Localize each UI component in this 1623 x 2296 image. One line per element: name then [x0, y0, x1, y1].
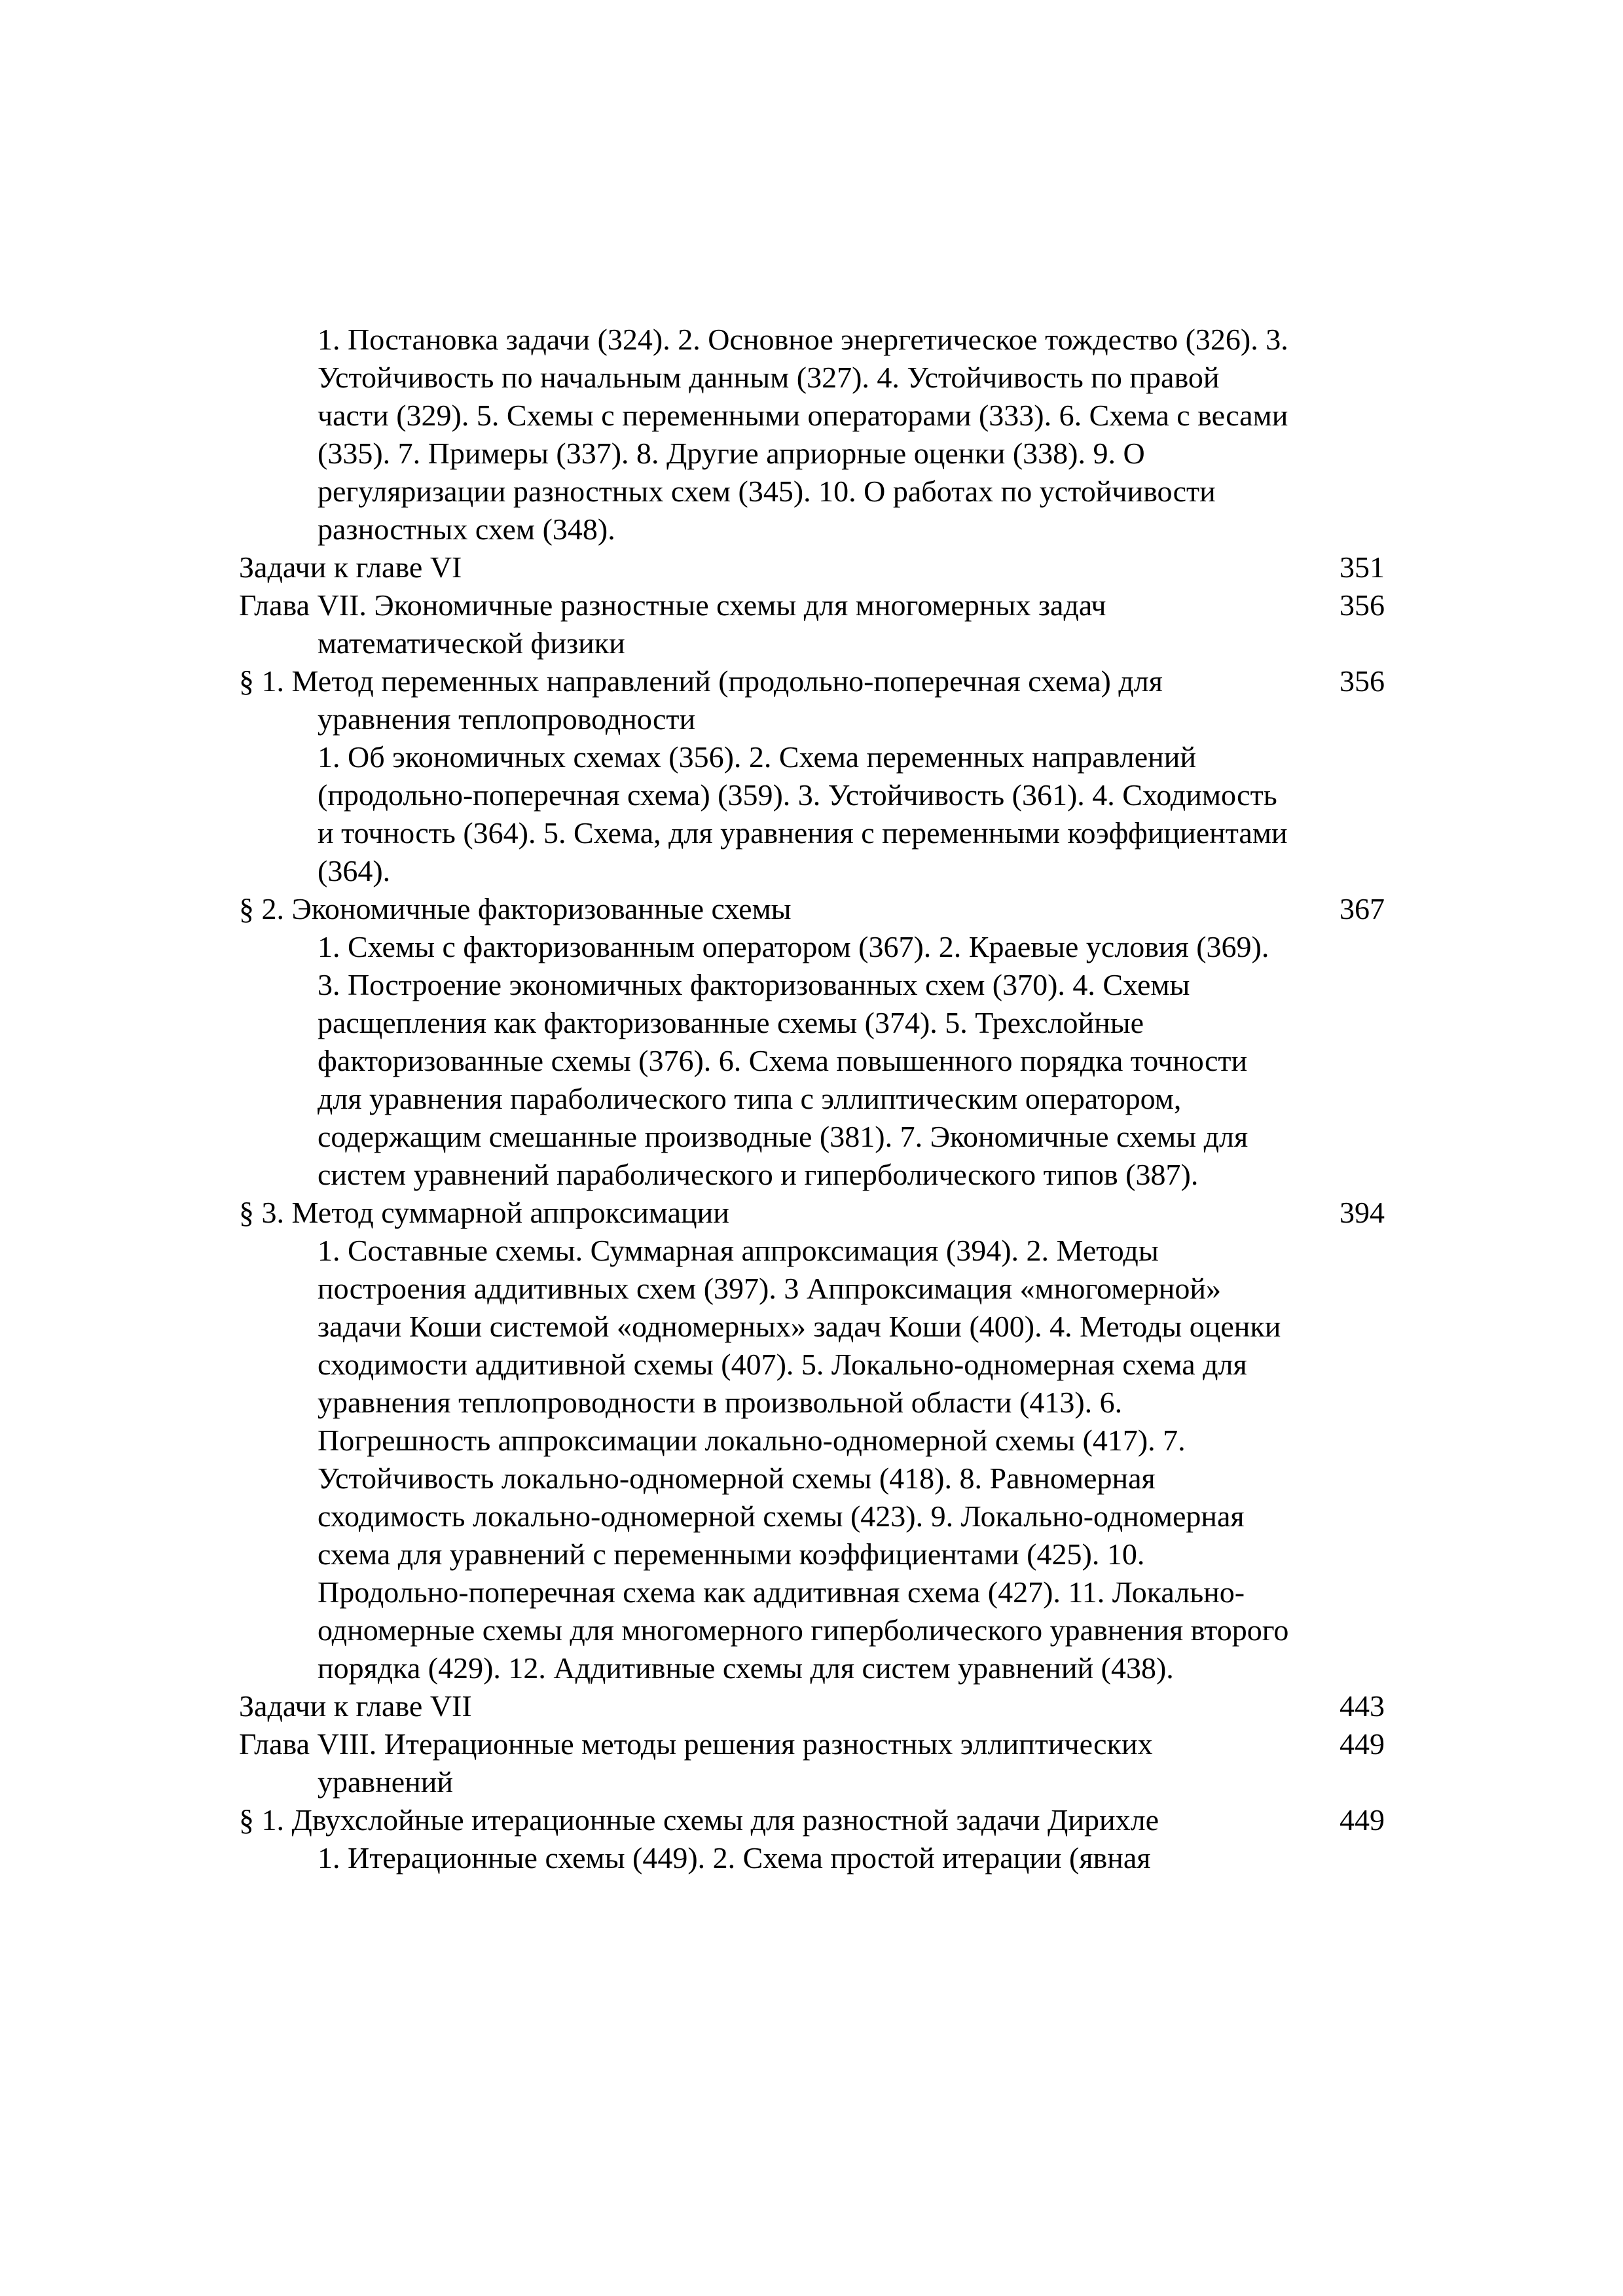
- subsection-list: 1. Итерационные схемы (449). 2. Схема простой итерации (явная: [318, 1841, 1151, 1874]
- subsection-list: 1. Составные схемы. Суммарная аппроксимация (394). 2. Методы построения аддитивных схем (397). 3 Аппроксимация «многомерной» задачи Коши системой «одномерных» задач Коши (400). 4. Методы оценки сходимости аддитивной схемы (407). 5. Локально-одномерная схема для уравнения теплопроводности в произвольной области (413). 6. Погрешность аппроксимации локально-одномерной схемы (417). 7. Устойчивость локально-одномерной схемы (418). 8. Равномерная сходимость локально-одномерной схемы (423). 9. Локально-одномерная схема для уравнений с переменными коэффициентами (425). 10. Продольно-поперечная схема как аддитивная схема (427). 11. Локально-одномерные схемы для многомерного гиперболического уравнения второго порядка (429). 12. Аддитивные схемы для систем уравнений (438).: [318, 1234, 1289, 1685]
- toc-entry-problems-ch6: [239, 548, 1385, 586]
- toc-entry-page: 449: [1340, 1727, 1385, 1761]
- toc-entry-title: § 1. Двухслойные итерационные схемы для разностной задачи Дирихле: [239, 1803, 1159, 1837]
- toc-entry-problems-ch7: [239, 1687, 1385, 1725]
- toc-entry-title: § 3. Метод суммарной аппроксимации: [239, 1196, 729, 1229]
- toc-entry-title: Задачи к главе VI: [239, 550, 462, 584]
- toc-entry-page: 367: [1340, 892, 1385, 925]
- toc-entry-page: 443: [1340, 1689, 1385, 1723]
- toc-entry-section-7-2: [239, 890, 1385, 928]
- subsection-list: 1. Постановка задачи (324). 2. Основное энергетическое тождество (326). 3. Устойчивость по начальным данным (327). 4. Устойчивость по правой части (329). 5. Схемы с переменными операторами (333). 6. Схема с весами (335). 7. Примеры (337). 8. Другие априорные оценки (338). 9. О регуляризации разностных схем (345). 10. О работах по устойчивости разностных схем (348).: [318, 323, 1288, 546]
- toc-entry-title: Глава VII. Экономичные разностные схемы для многомерных задач математической физики: [239, 588, 1106, 660]
- subsection-list: 1. Схемы с факторизованным оператором (367). 2. Краевые условия (369). 3. Построение экономичных факторизованных схем (370). 4. Схемы расщепления как факторизованные схемы (374). 5. Трехслойные факторизованные схемы (376). 6. Схема повышенного порядка точности для уравнения параболического типа с эллиптическим оператором, содержащим смешанные производные (381). 7. Экономичные схемы для систем уравнений параболического и гиперболического типов (387).: [318, 930, 1269, 1191]
- toc-entry-section-7-3: [239, 1194, 1385, 1232]
- toc-entry-section-8-1: [239, 1801, 1385, 1839]
- toc-entry-title: § 1. Метод переменных направлений (продольно-поперечная схема) для уравнения теплопроводности: [239, 664, 1163, 736]
- toc-entry-chapter-7: [239, 586, 1385, 662]
- toc-entry-title: § 2. Экономичные факторизованные схемы: [239, 892, 792, 925]
- toc-entry-page: 356: [1340, 664, 1385, 698]
- toc-entry-page: 351: [1340, 550, 1385, 584]
- toc-entry-page: 356: [1340, 588, 1385, 622]
- toc-entry-section-7-1: [239, 662, 1385, 738]
- toc-entry-page: 394: [1340, 1196, 1385, 1229]
- toc-entry-chapter-8: [239, 1725, 1385, 1801]
- toc-entry-title: Задачи к главе VII: [239, 1689, 472, 1723]
- table-of-contents: [239, 321, 1385, 1877]
- toc-entry-page: 449: [1340, 1803, 1385, 1837]
- toc-entry-title: Глава VIII. Итерационные методы решения разностных эллиптических уравнений: [239, 1727, 1153, 1799]
- subsection-list: 1. Об экономичных схемах (356). 2. Схема переменных направлений (продольно-поперечная схема) (359). 3. Устойчивость (361). 4. Сходимость и точность (364). 5. Схема, для уравнения с переменными коэффициентами (364).: [318, 740, 1288, 888]
